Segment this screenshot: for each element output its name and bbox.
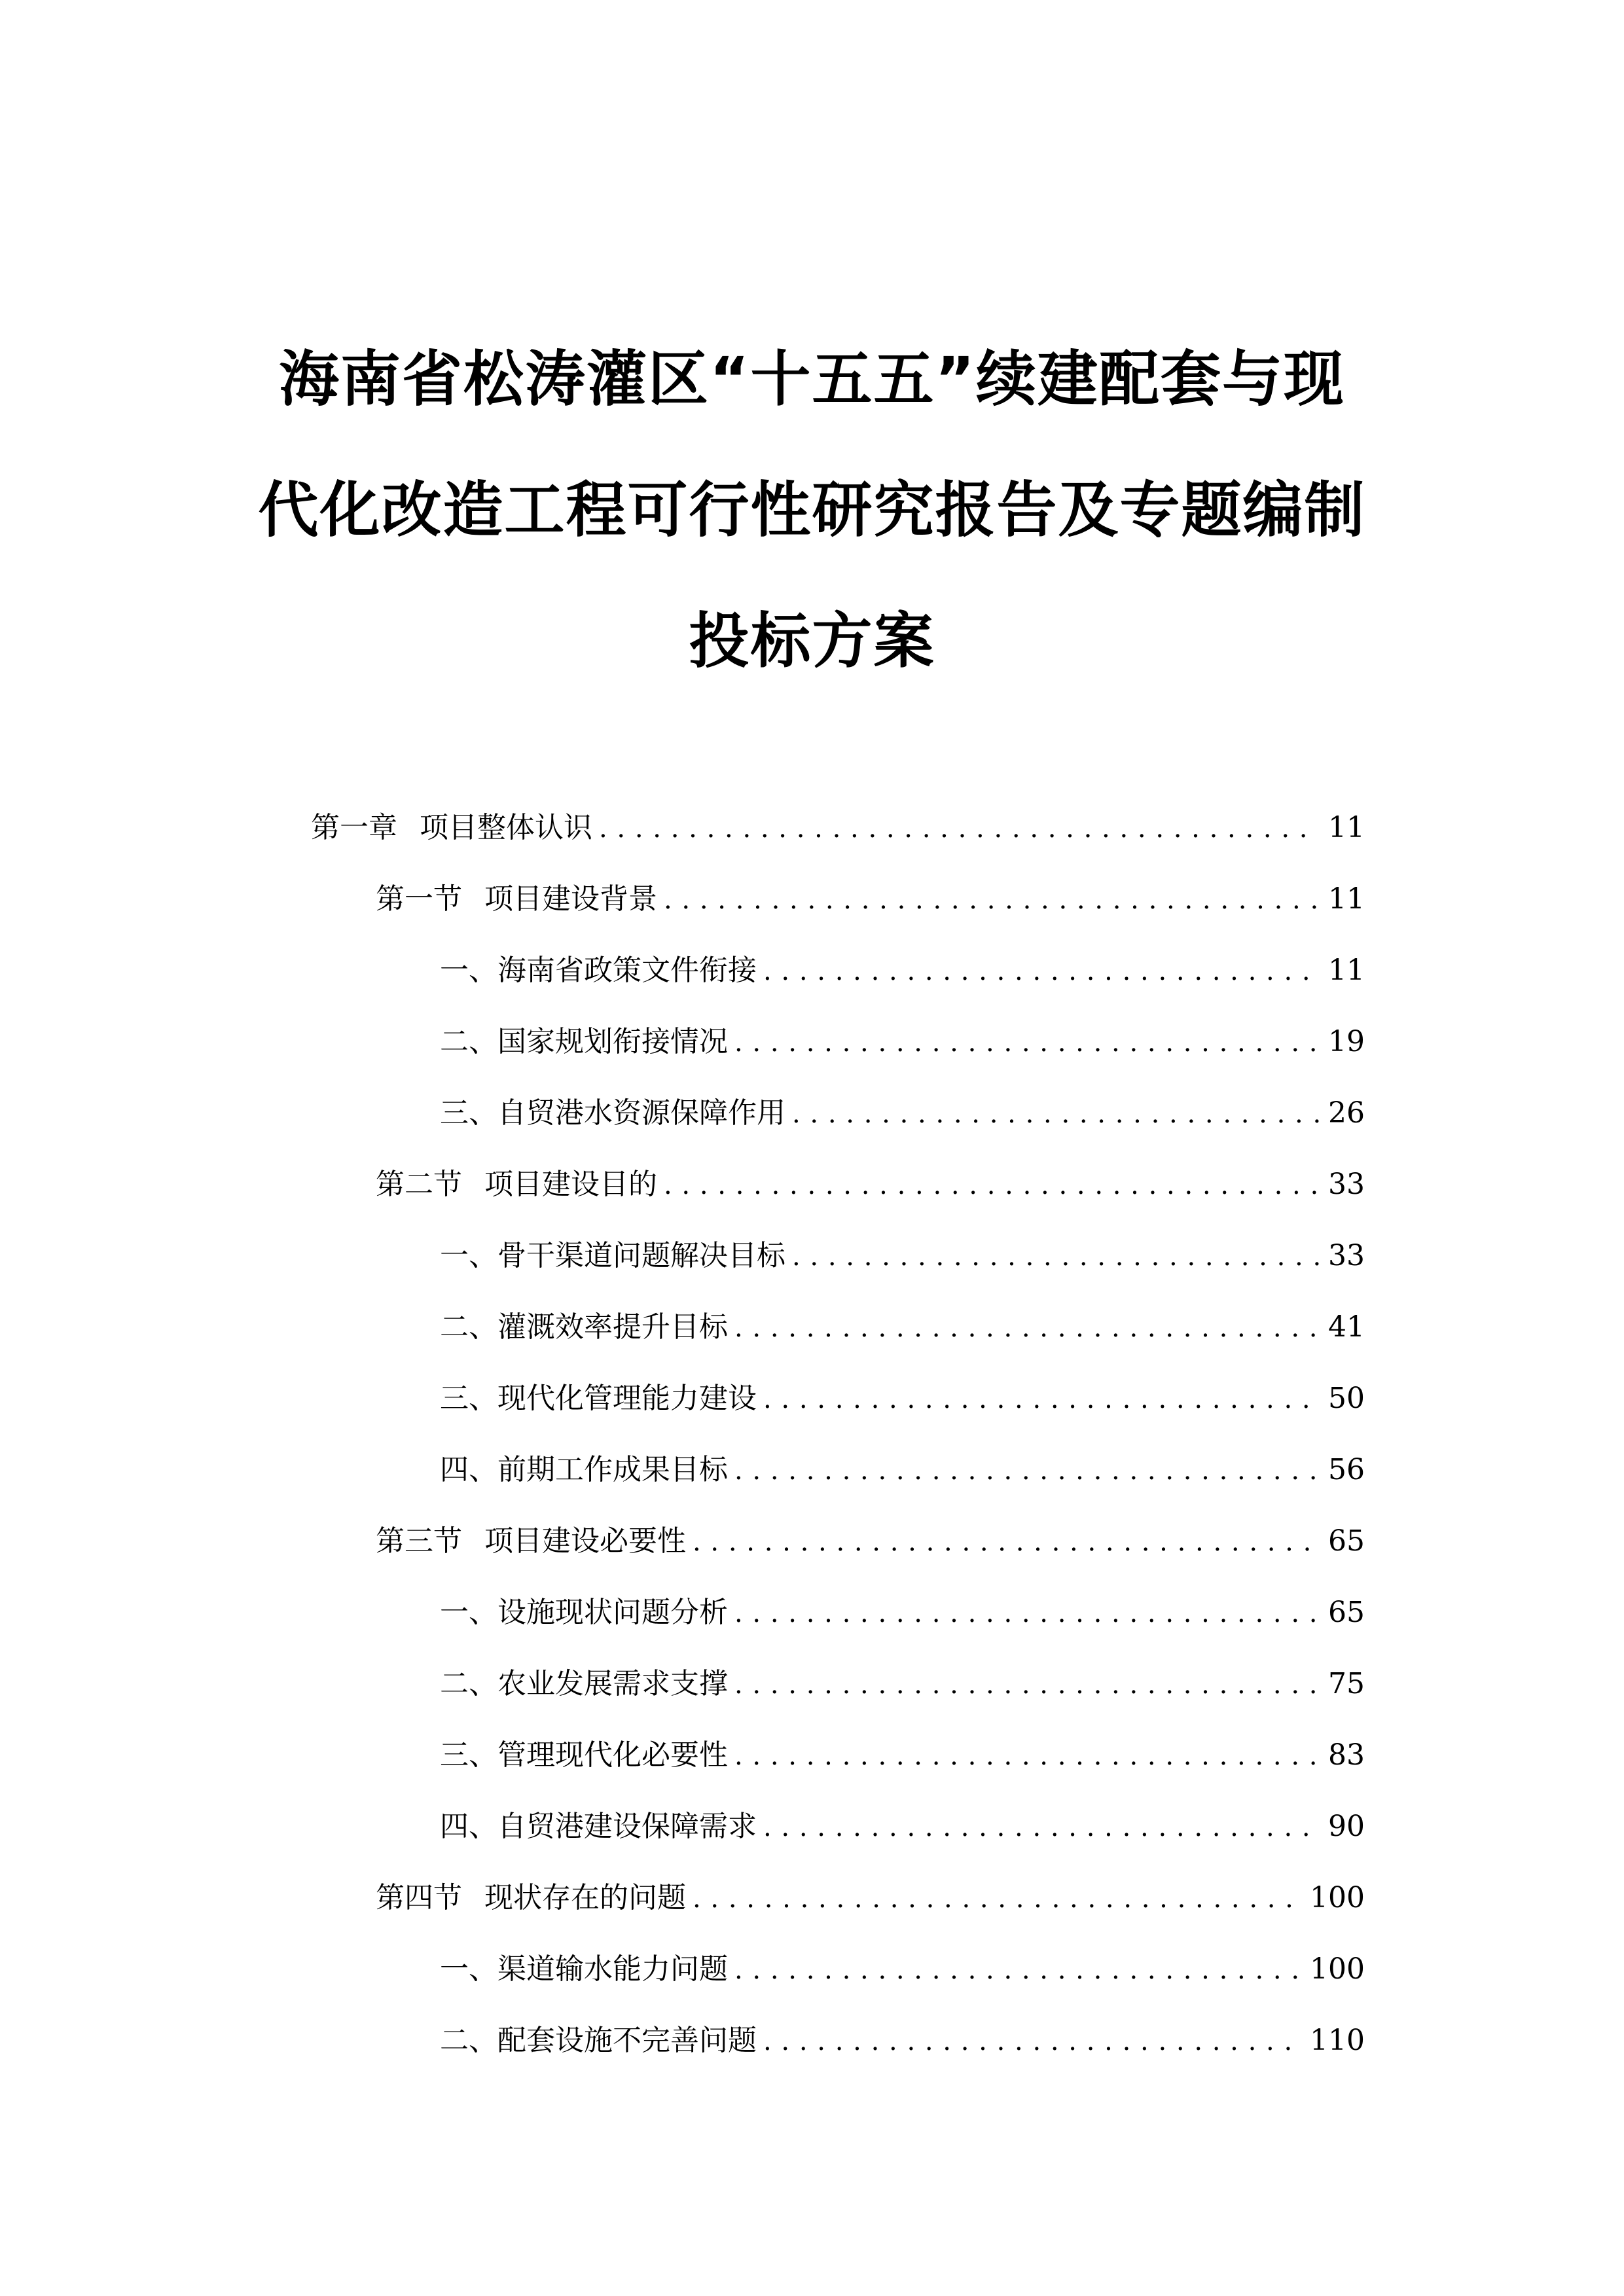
- toc-dot-leader: [763, 1380, 1319, 1419]
- toc-entry-number: 三、: [440, 1096, 497, 1130]
- toc-entry[interactable]: [376, 1878, 1365, 1918]
- toc-entry[interactable]: [311, 808, 1365, 848]
- toc-dot-leader: [792, 1094, 1319, 1134]
- toc-entry-title: 项目整体认识: [420, 811, 592, 844]
- toc-dot-leader: [693, 1879, 1301, 1918]
- toc-entry-page-number: 90: [1328, 1810, 1365, 1843]
- toc-entry[interactable]: [440, 951, 1365, 991]
- toc-entry-title: 设施现状问题分析: [497, 1596, 728, 1629]
- toc-entry-number: 第四节: [376, 1881, 462, 1914]
- toc-entry-page-number: 19: [1328, 1025, 1365, 1058]
- toc-entry[interactable]: [440, 1308, 1365, 1348]
- toc-entry-page-number: 11: [1328, 811, 1365, 844]
- toc-entry-page-number: 100: [1310, 1952, 1365, 1986]
- toc-entry[interactable]: [440, 2021, 1365, 2061]
- title-line-3: 投标方案: [689, 606, 935, 676]
- toc-entry[interactable]: [440, 1094, 1365, 1134]
- toc-entry-page-number: 33: [1328, 1168, 1365, 1201]
- toc-entry-number: 一、: [440, 1239, 497, 1272]
- toc-entry-title: 管理现代化必要性: [497, 1738, 728, 1772]
- toc-entry-page-number: 11: [1328, 882, 1365, 916]
- toc-entry-title: 国家规划衔接情况: [497, 1025, 728, 1058]
- toc-entry-title: 自贸港水资源保障作用: [497, 1096, 785, 1130]
- toc-entry-page-number: 65: [1328, 1524, 1365, 1558]
- toc-entry[interactable]: [440, 1022, 1365, 1062]
- toc-dot-leader: [693, 1522, 1319, 1562]
- toc-entry-title: 渠道输水能力问题: [497, 1952, 728, 1986]
- toc-entry-number: 一、: [440, 1952, 497, 1986]
- toc-entry-number: 二、: [440, 1025, 497, 1058]
- toc-entry-page-number: 100: [1310, 1881, 1365, 1914]
- toc-entry[interactable]: [376, 880, 1365, 920]
- toc-entry-title: 农业发展需求支撑: [497, 1667, 728, 1700]
- toc-entry-page-number: 65: [1328, 1596, 1365, 1629]
- toc-entry-number: 一、: [440, 954, 497, 987]
- toc-entry[interactable]: [440, 1736, 1365, 1776]
- toc-entry-number: 第二节: [376, 1168, 462, 1201]
- toc-entry[interactable]: [376, 1522, 1365, 1562]
- toc-entry[interactable]: [440, 1950, 1365, 1990]
- toc-dot-leader: [734, 1950, 1301, 1990]
- toc-entry[interactable]: [440, 1593, 1365, 1633]
- toc-entry-page-number: 56: [1328, 1453, 1365, 1486]
- toc-entry-number: 三、: [440, 1738, 497, 1772]
- toc-entry-number: 第三节: [376, 1524, 462, 1558]
- toc-entry-number: 二、: [440, 2024, 497, 2057]
- toc-dot-leader: [734, 1023, 1319, 1062]
- toc-entry-page-number: 75: [1328, 1667, 1365, 1700]
- toc-dot-leader: [599, 809, 1319, 848]
- toc-entry-number: 第一节: [376, 882, 462, 916]
- toc-entry-number: 二、: [440, 1310, 497, 1344]
- toc-entry[interactable]: [440, 1379, 1365, 1419]
- toc-dot-leader: [734, 1451, 1319, 1490]
- toc-entry-number: 四、: [440, 1453, 497, 1486]
- toc-entry-title: 现代化管理能力建设: [497, 1382, 757, 1415]
- toc-entry-title: 现状存在的问题: [484, 1881, 686, 1914]
- title-line-2: 代化改造工程可行性研究报告及专题编制: [258, 475, 1366, 545]
- toc-dot-leader: [664, 880, 1319, 920]
- toc-entry-title: 项目建设背景: [484, 882, 657, 916]
- toc-dot-leader: [664, 1166, 1319, 1205]
- toc-entry[interactable]: [440, 1664, 1365, 1704]
- toc-entry-page-number: 33: [1328, 1239, 1365, 1272]
- toc-dot-leader: [734, 1665, 1319, 1704]
- toc-entry-number: 四、: [440, 1810, 497, 1843]
- toc-entry-number: 第一章: [311, 811, 397, 844]
- toc-dot-leader: [734, 1308, 1319, 1348]
- toc-entry-page-number: 83: [1328, 1738, 1365, 1772]
- toc-dot-leader: [734, 1594, 1319, 1633]
- toc-entry-page-number: 11: [1328, 954, 1365, 987]
- toc-entry-title: 项目建设必要性: [484, 1524, 686, 1558]
- toc-entry-title: 前期工作成果目标: [497, 1453, 728, 1486]
- toc-entry-title: 配套设施不完善问题: [497, 2024, 757, 2057]
- toc-entry[interactable]: [440, 1807, 1365, 1847]
- toc-entry-page-number: 41: [1328, 1310, 1365, 1344]
- toc-entry-number: 二、: [440, 1667, 497, 1700]
- toc-entry-page-number: 110: [1310, 2024, 1365, 2057]
- toc-entry-title: 灌溉效率提升目标: [497, 1310, 728, 1344]
- toc-entry-title: 海南省政策文件衔接: [497, 954, 757, 987]
- toc-dot-leader: [763, 1808, 1319, 1847]
- toc-entry[interactable]: [376, 1165, 1365, 1205]
- toc-entry[interactable]: [440, 1236, 1365, 1276]
- toc-entry-title: 骨干渠道问题解决目标: [497, 1239, 785, 1272]
- toc-dot-leader: [792, 1237, 1319, 1276]
- toc-entry-number: 一、: [440, 1596, 497, 1629]
- document-title: [0, 314, 1624, 707]
- toc-dot-leader: [763, 952, 1319, 991]
- toc-entry-number: 三、: [440, 1382, 497, 1415]
- toc-entry-title: 项目建设目的: [484, 1168, 657, 1201]
- toc-entry-page-number: 50: [1328, 1382, 1365, 1415]
- toc-entry-title: 自贸港建设保障需求: [497, 1810, 757, 1843]
- toc-dot-leader: [763, 2022, 1301, 2061]
- title-line-1: 海南省松涛灌区“十五五”续建配套与现: [279, 344, 1345, 414]
- toc-dot-leader: [734, 1736, 1319, 1776]
- toc-entry-page-number: 26: [1328, 1096, 1365, 1130]
- toc-entry[interactable]: [440, 1450, 1365, 1490]
